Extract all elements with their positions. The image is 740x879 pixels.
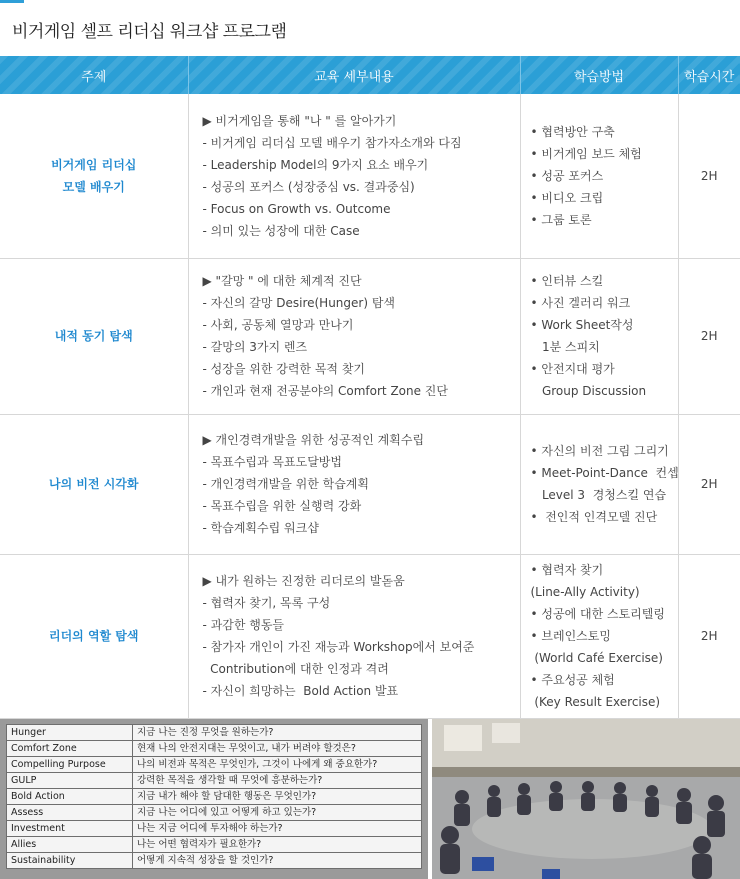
method-cell (520, 258, 678, 414)
glossary-term: Comfort Zone (7, 741, 133, 757)
method-line: • 그룹 토론 (530, 212, 592, 227)
glossary-row (7, 789, 422, 805)
detail-line: - 성공의 포커스 (성장중심 vs. 결과중심) (202, 179, 415, 194)
detail-line: - 협력자 찾기, 목록 구성 (202, 596, 331, 610)
glossary-question: 나는 지금 어디에 투자해야 하는가? (133, 821, 422, 837)
topic-line: 비거게임 리더십 (51, 157, 137, 172)
table-row (0, 94, 740, 258)
method-line: • 협력자 찾기 (530, 563, 604, 577)
workshop-photo-illustration (432, 719, 740, 879)
topic-line: 모델 배우기 (62, 179, 125, 194)
method-line: • Work Sheet작성 (530, 318, 634, 332)
method-line: • 성공 포커스 (530, 168, 604, 183)
detail-cell (188, 414, 520, 554)
glossary-question: 현재 나의 안전지대는 무엇이고, 내가 버려야 할것은? (133, 741, 422, 757)
method-line: • 자신의 비전 그림 그리기 (530, 444, 669, 458)
topic-cell (0, 258, 188, 414)
glossary-question: 지금 나는 어디에 있고 어떻게 하고 있는가? (133, 805, 422, 821)
topic-cell (0, 94, 188, 258)
header-method: 학습방법 (520, 56, 678, 94)
page-title: 비거게임 셀프 리더십 워크샵 프로그램 (12, 22, 287, 42)
header-details: 교육 세부내용 (188, 56, 520, 94)
detail-line: - 과감한 행동들 (202, 618, 285, 632)
detail-line: - 개인경력개발을 위한 학습계획 (202, 477, 369, 491)
method-line: • 비디오 크립 (530, 190, 604, 205)
detail-line: ▶ 비거게임을 통해 "나 " 를 알아가기 (202, 113, 397, 128)
detail-line: - 의미 있는 성장에 대한 Case (202, 223, 360, 238)
glossary-term: Bold Action (7, 789, 133, 805)
method-cell (520, 554, 678, 718)
method-line: • 성공에 대한 스토리텔링 (530, 607, 665, 621)
glossary-row (7, 773, 422, 789)
method-cell (520, 414, 678, 554)
glossary-question: 지금 나는 진정 무엇을 원하는가? (133, 725, 422, 741)
detail-line: - 개인과 현재 전공분야의 Comfort Zone 진단 (202, 384, 448, 398)
method-line: Level 3 경청스킬 연습 (530, 488, 667, 502)
detail-cell (188, 94, 520, 258)
detail-line: ▶ 내가 원하는 진정한 리더로의 발돋움 (202, 574, 405, 588)
header-time: 학습시간 (678, 56, 740, 94)
glossary-term: GULP (7, 773, 133, 789)
detail-line: - 목표수립과 목표도달방법 (202, 455, 342, 469)
glossary-row (7, 821, 422, 837)
method-line: (Line-Ally Activity) (530, 585, 640, 599)
topic-line: 내적 동기 탐색 (54, 329, 133, 343)
glossary-question: 어떻게 지속적 성장을 할 것인가? (133, 853, 422, 869)
detail-line: - 비거게임 리더십 모델 배우기 참가자소개와 다짐 (202, 135, 462, 150)
detail-line: - 성장을 위한 강력한 목적 찾기 (202, 362, 366, 376)
detail-cell (188, 554, 520, 718)
time-cell: 2H (678, 94, 740, 258)
method-line: • 인터뷰 스킬 (530, 274, 604, 288)
glossary-question: 강력한 목적을 생각할 때 무엇에 흥분하는가? (133, 773, 422, 789)
program-table-header (0, 56, 740, 94)
method-line: • 협력방안 구축 (530, 124, 615, 139)
method-line: • 사진 겔러리 워크 (530, 296, 631, 310)
detail-line: - 목표수립을 위한 실행력 강화 (202, 499, 362, 513)
glossary-row (7, 725, 422, 741)
glossary-term: Assess (7, 805, 133, 821)
glossary-question: 나는 어떤 협력자가 필요한가? (133, 837, 422, 853)
glossary-row (7, 837, 422, 853)
topic-cell (0, 554, 188, 718)
glossary-panel (0, 719, 428, 879)
method-line: • 주요성공 체험 (530, 673, 615, 687)
glossary-question: 지금 내가 해야 할 담대한 행동은 무엇인가? (133, 789, 422, 805)
detail-line: ▶ "갈망 " 에 대한 체계적 진단 (202, 274, 362, 288)
method-line: • 브레인스토밍 (530, 629, 611, 643)
glossary-row (7, 853, 422, 869)
topic-line: 리더의 역할 탐색 (48, 629, 139, 643)
title-accent-line (0, 0, 24, 3)
detail-line: - Leadership Model의 9가지 요소 배우기 (202, 157, 429, 172)
time-cell: 2H (678, 258, 740, 414)
method-line: • 안전지대 평가 (530, 362, 615, 376)
method-line: • Meet-Point-Dance 컨셉 (530, 466, 679, 480)
glossary-term: Hunger (7, 725, 133, 741)
method-line: Group Discussion (530, 384, 647, 398)
glossary-row (7, 805, 422, 821)
table-row (0, 258, 740, 414)
glossary-term: Allies (7, 837, 133, 853)
detail-line: - 사회, 공동체 열망과 만나기 (202, 318, 354, 332)
workshop-photo (432, 719, 740, 879)
detail-line: - Focus on Growth vs. Outcome (202, 201, 391, 216)
method-line: • 비거게임 보드 체험 (530, 146, 642, 161)
program-table (0, 56, 740, 719)
glossary-table (6, 724, 422, 869)
detail-line: - 참가자 개인이 가진 재능과 Workshop에서 보여준 (202, 640, 475, 654)
detail-line: - 갈망의 3가지 렌즈 (202, 340, 308, 354)
time-cell: 2H (678, 554, 740, 718)
glossary-row (7, 741, 422, 757)
method-line: 1분 스피치 (530, 340, 600, 354)
method-line: (Key Result Exercise) (530, 695, 661, 709)
method-line: • 전인적 인격모델 진단 (530, 510, 658, 524)
glossary-row (7, 757, 422, 773)
topic-cell (0, 414, 188, 554)
time-cell: 2H (678, 414, 740, 554)
title-bar (0, 0, 740, 50)
detail-line: - 자신의 갈망 Desire(Hunger) 탐색 (202, 296, 396, 310)
table-row (0, 554, 740, 718)
detail-line: Contribution에 대한 인정과 격려 (202, 662, 389, 676)
topic-line: 나의 비전 시각화 (48, 477, 139, 491)
glossary-question: 나의 비전과 목적은 무엇인가, 그것이 나에게 왜 중요한가? (133, 757, 422, 773)
table-row (0, 414, 740, 554)
glossary-term: Sustainability (7, 853, 133, 869)
detail-line: ▶ 개인경력개발을 위한 성공적인 계획수립 (202, 433, 425, 447)
method-cell (520, 94, 678, 258)
detail-cell (188, 258, 520, 414)
method-line: (World Café Exercise) (530, 651, 663, 665)
header-topic: 주제 (0, 56, 188, 94)
glossary-term: Compelling Purpose (7, 757, 133, 773)
glossary-term: Investment (7, 821, 133, 837)
detail-line: - 학습계획수립 워크샵 (202, 521, 319, 535)
detail-line: - 자신이 희망하는 Bold Action 발표 (202, 684, 399, 698)
